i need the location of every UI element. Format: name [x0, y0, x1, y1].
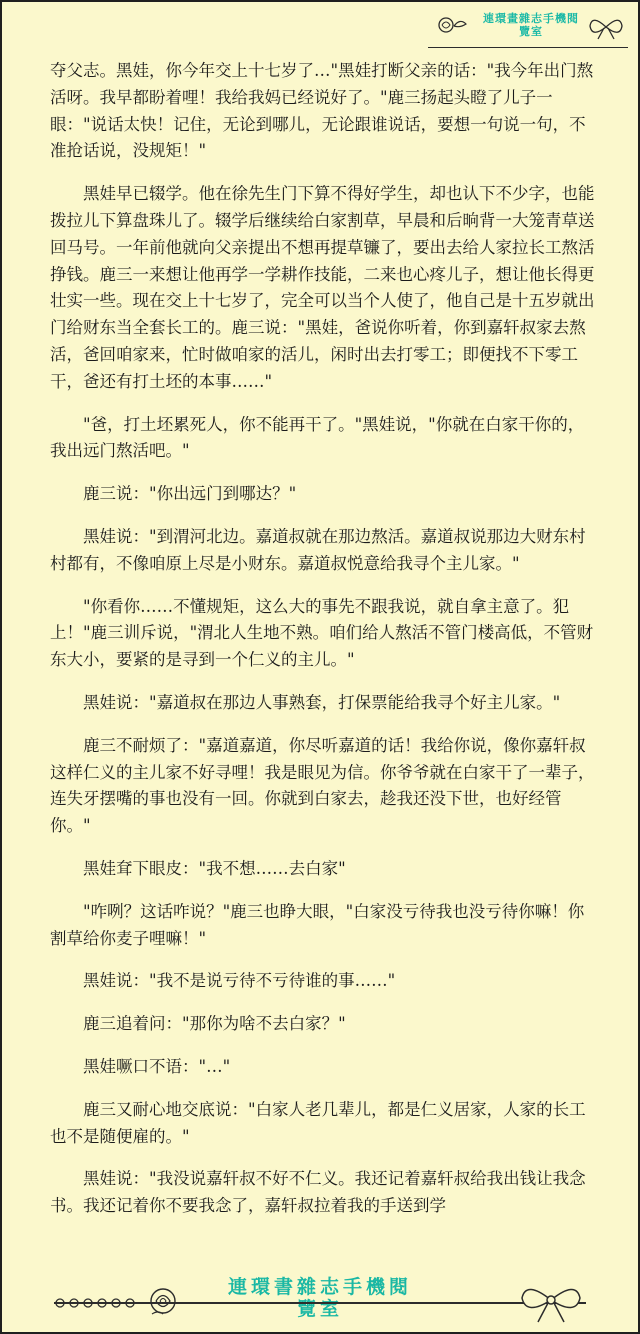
- paragraph: 鹿三说："你出远门到哪达？": [83, 484, 297, 504]
- footer-watermark-line2: 覽室: [296, 1298, 343, 1320]
- footer-divider-line: [54, 1302, 586, 1304]
- bow-ornament-icon: [586, 14, 626, 40]
- paragraph: 黑娃说："我不是说亏待不亏待谁的事……": [83, 971, 396, 991]
- header-watermark-text: [478, 12, 584, 38]
- paragraph: 鹿三又耐心地交底说："白家人老几辈儿，都是仁义居家，人家的长工也不是随便雇的。": [50, 1099, 586, 1146]
- footer-watermark-text: [164, 1276, 476, 1320]
- header-watermark-line1: 連環畫雜志手機閱: [483, 12, 579, 25]
- paragraph: "咋咧？这话咋说？"鹿三也睁大眼，"白家没亏待我也没亏待你嘛！你割草给你麦子哩嘛！": [50, 901, 585, 948]
- paragraph: 鹿三不耐烦了："嘉道嘉道，你尽听嘉道的话！我给你说，像你嘉轩叔这样仁义的主儿家不好寻哩！我是眼见为信。你爷爷就在白家干了一辈子，连失牙摆嘴的事也没有一回。你就到白家去，趁我还没下世，也好经管你。": [50, 735, 595, 836]
- paragraph: "爸，打土坯累死人，你不能再干了。"黑娃说，"你就在白家干你的，我出远门熬活吧。": [50, 414, 585, 461]
- paragraph: 黑娃早已辍学。他在徐先生门下算不得好学生，却也认下不少字，也能拨拉儿下算盘珠儿了。辍学后继续给白家割草，早晨和后晌背一大笼青草送回马号。一年前他就向父亲提出不想再提草镰了，要出去给人家拉长工熬活挣钱。鹿三一来想让他再学一学耕作技能，二来也心疼儿子，想让他长得更壮实一些。现在交上十七岁了，完全可以当个人使了，他自己是十五岁就出门给财东当全套长工的。鹿三说："黑娃，爸说你听着，你到嘉轩叔家去熬活，爸回咱家来，忙时做咱家的活儿，闲时出去打零工；即便找不下零工干，爸还有打土坯的本事……": [50, 184, 595, 391]
- paragraph: 黑娃说："我没说嘉轩叔不好不仁义。我还记着嘉轩叔给我出钱让我念书。我还记着你不要我念了，嘉轩叔拉着我的手送到学: [50, 1169, 586, 1216]
- paragraph: 黑娃说："到渭河北边。嘉道叔就在那边熬活。嘉道叔说那边大财东村村都有，不像咱原上尽是小财东。嘉道叔悦意给我寻个主儿家。": [50, 526, 586, 573]
- footer-watermark-line1: 連環書雜志手機閱: [227, 1276, 412, 1298]
- rose-ornament-icon: [436, 14, 470, 36]
- paragraph: "你看你……不懂规矩，这么大的事先不跟我说，就自拿主意了。犯上！"鹿三训斥说，"渭北人生地不熟。咱们给人熬活不管门楼高低，不管财东大小，要紧的是寻到一个仁义的主儿。": [50, 596, 594, 670]
- header-watermark-banner: [428, 6, 628, 50]
- paragraph: 夺父志。黑娃，你今年交上十七岁了…"黑娃打断父亲的话："我今年出门熬活呀。我早都盼着哩！我给我妈已经说好了。"鹿三扬起头瞪了儿子一眼："说话太快！记住，无论到哪儿，无论跟谁说话，要想一句说一句，不准抢话说，没规矩！": [50, 61, 594, 161]
- header-watermark-line2: 覽室: [519, 25, 543, 38]
- footer-watermark-banner: [54, 1276, 586, 1326]
- header-divider-line: [428, 47, 628, 48]
- article-body: [50, 58, 598, 1236]
- bow-ornament-icon: [516, 1280, 586, 1324]
- paragraph: 黑娃说："嘉道叔在那边人事熟套，打保票能给我寻个好主儿家。": [83, 692, 561, 712]
- paragraph: 鹿三追着问："那你为啥不去白家？": [83, 1014, 346, 1034]
- paragraph: 黑娃噘口不语："…": [83, 1056, 231, 1076]
- paragraph: 黑娃耷下眼皮："我不想……去白家": [83, 858, 346, 878]
